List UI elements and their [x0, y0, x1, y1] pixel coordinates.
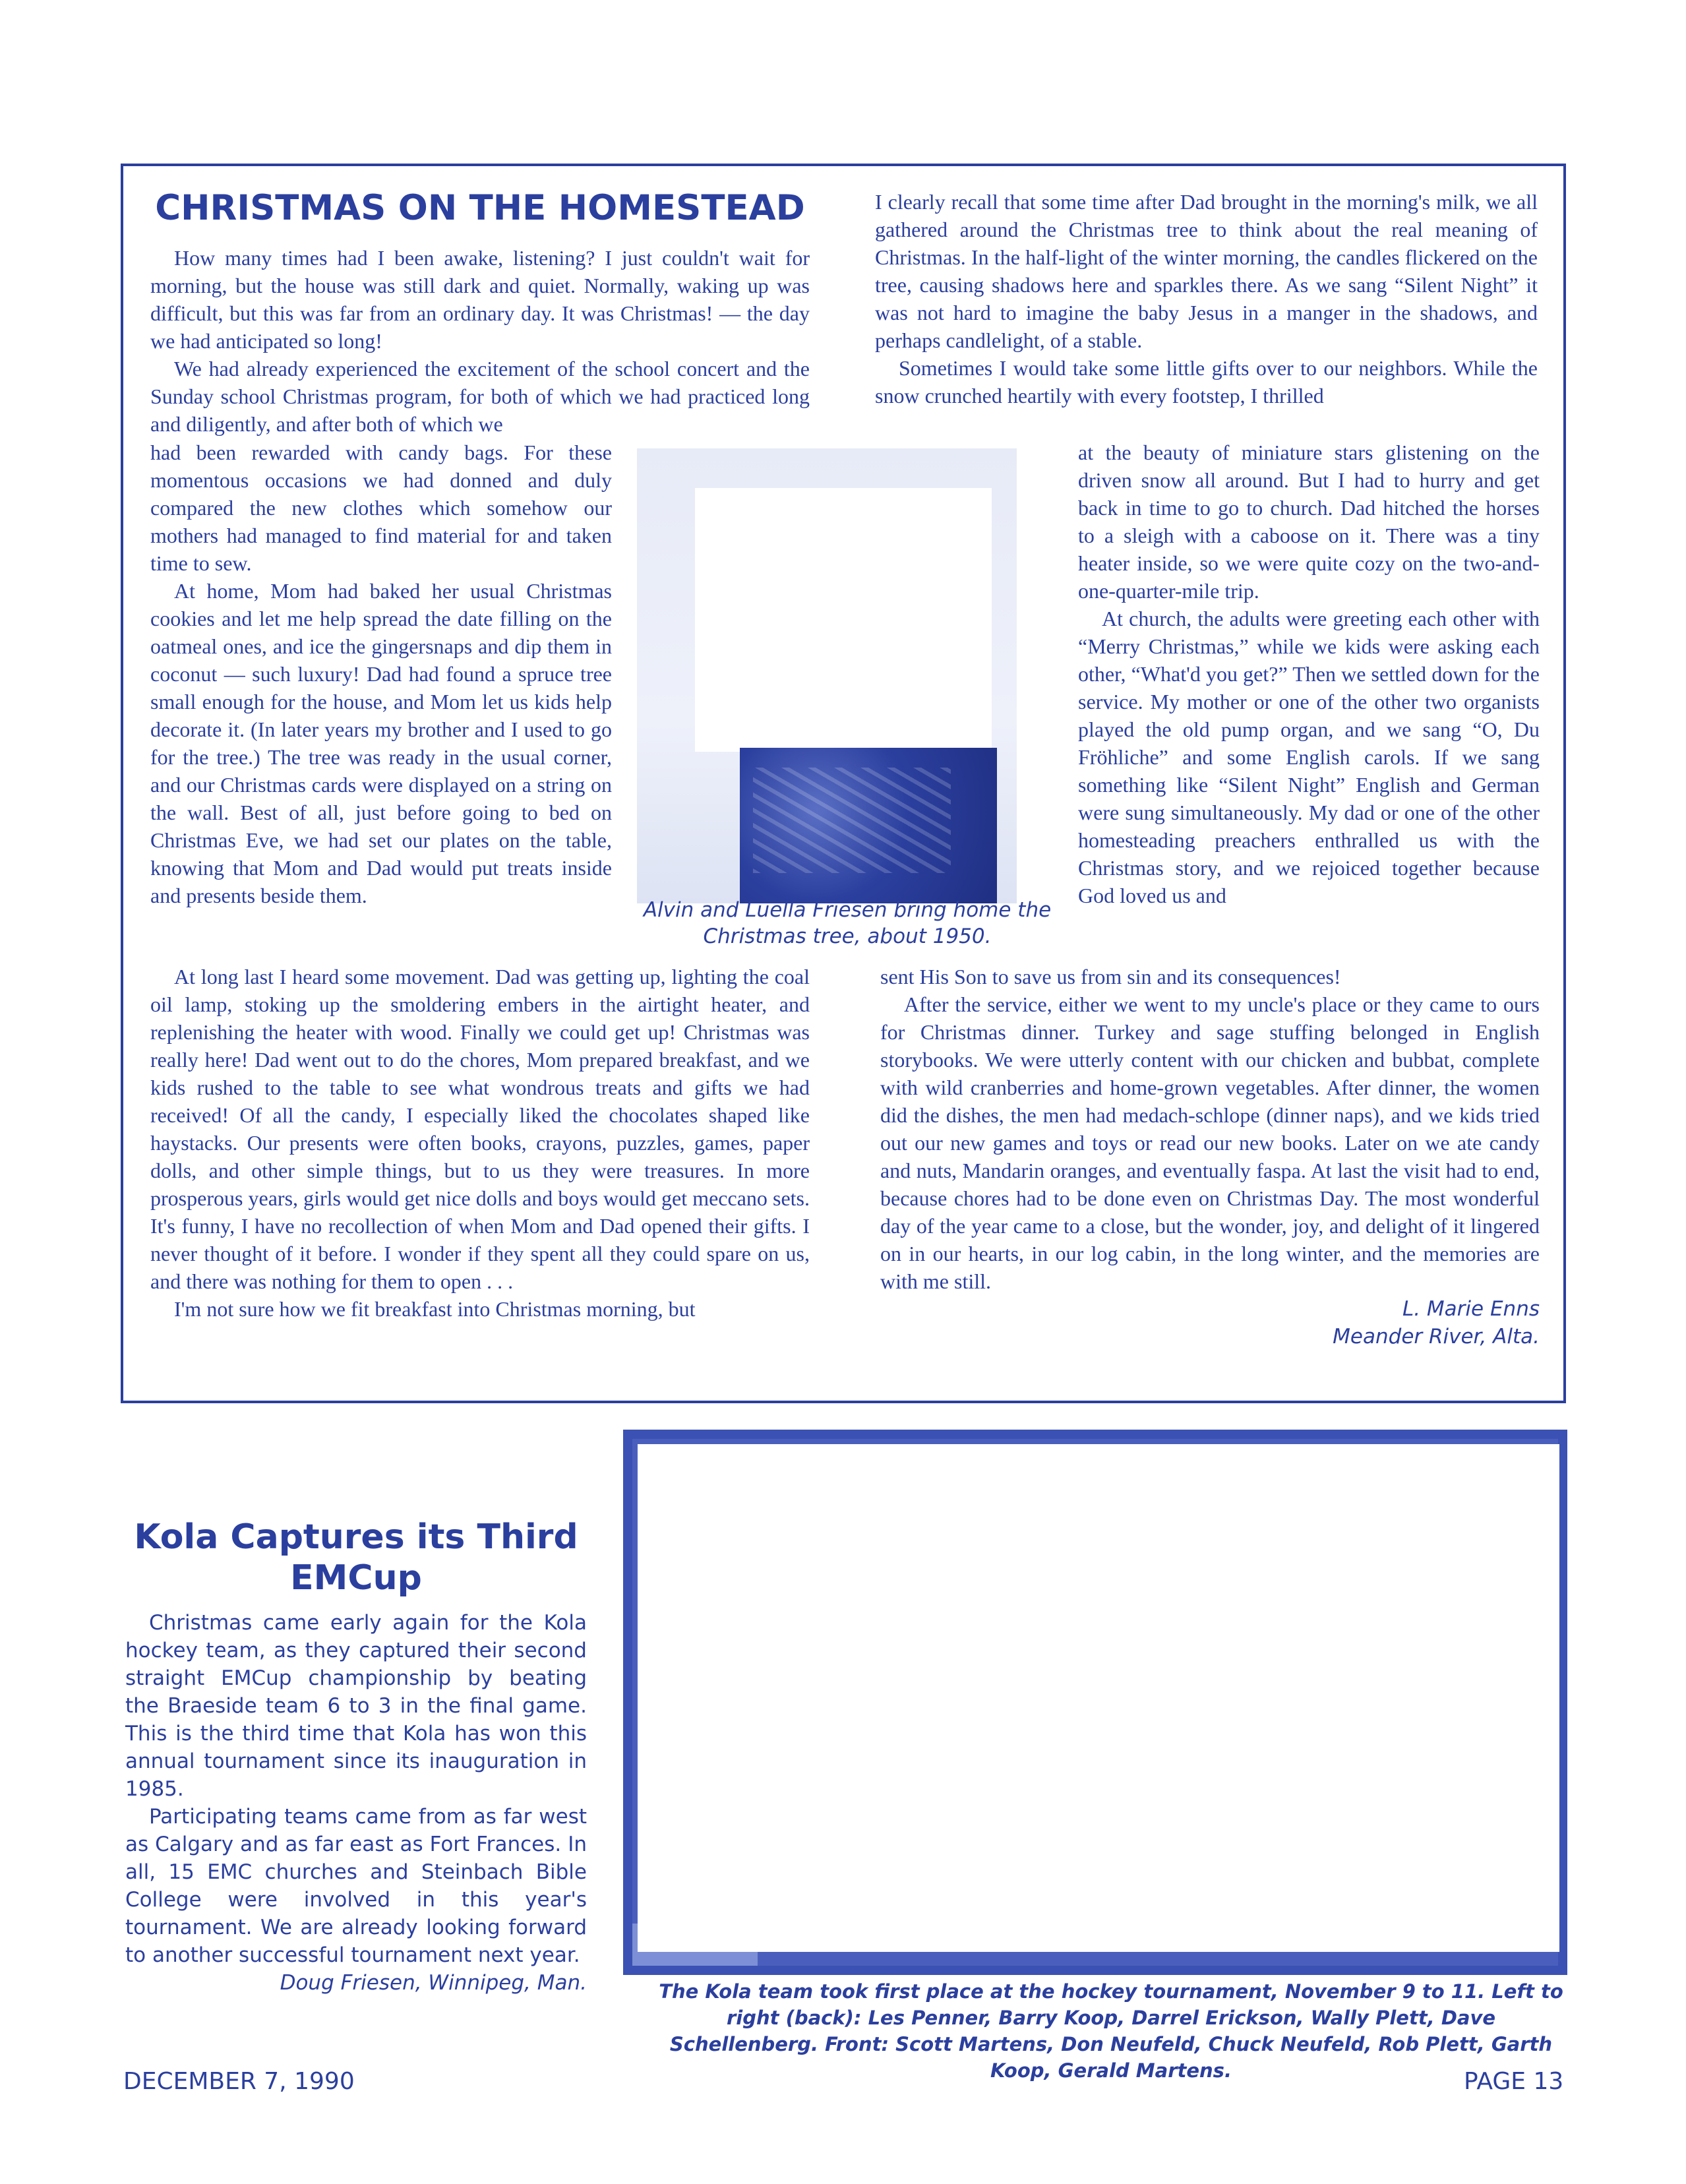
paragraph: at the beauty of miniature stars glistening on the driven snow all around. But I had to hurry and get back in time to go to church. Dad hitched the horses to a sleigh with a caboose on it. There was a tiny heater inside, so we were quite cozy on the two-and-one-quarter-mile trip.	[1078, 440, 1540, 603]
author-location: Meander River, Alta.	[1333, 1325, 1540, 1349]
author-name: L. Marie Enns	[1402, 1297, 1540, 1321]
left-column-top	[150, 244, 810, 438]
kola-article-title: Kola Captures its Third EMCup	[134, 1517, 578, 1598]
christmas-tree-photo	[637, 448, 1017, 903]
paragraph: I clearly recall that some time after Dad brought in the morning's milk, we all gathered around the Christmas tree to think about the real meaning of Christmas. In the half-light of the winter morning, the candles flickered on the tree, causing shadows here and sparkles there. As we sang “Silent Night” it was not hard to imagine the baby Jesus in a manger in the shadows, and perhaps candlelight, of a stable.	[875, 190, 1538, 352]
paragraph: We had already experienced the excitement of the school concert and the Sunday school Christmas program, for both of which we had practiced long and diligently, and after both of which we	[150, 357, 810, 436]
hockey-team-photo	[623, 1430, 1567, 1975]
page-number: PAGE 13	[1464, 2068, 1564, 2095]
paragraph: How many times had I been awake, listening? I just couldn't wait for morning, but the house was still dark and quiet. Normally, waking up was difficult, but this was far from an ordinary day. It was Christmas! — the day we had anticipated so long!	[150, 246, 810, 353]
paragraph: Christmas came early again for the Kola hockey team, as they captured their second straight EMCup championship by beating the Braeside team 6 to 3 in the final game. This is the third time that Kola has won this annual tournament since its inauguration in 1985.	[125, 1611, 587, 1801]
article-title: CHRISTMAS ON THE HOMESTEAD	[155, 188, 805, 228]
photo-caption: Alvin and Luella Friesen bring home the Christmas tree, about 1950.	[643, 898, 1052, 948]
photo-blank-area	[695, 488, 992, 752]
paragraph: At long last I heard some movement. Dad was getting up, lighting the coal oil lamp, stoking up the smoldering embers in the airtight heater, and replenishing the heater with wood. Finally we could get up! Christmas was really here! Dad went out to do the chores, Mom prepared breakfast, and we kids rushed to the table to see what wondrous treats and gifts we had received! Of all the candy, I especially liked the chocolates shaped like haystacks. Our presents were often books, crayons, puzzles, games, paper dolls, and other simple things, but to us they were treasures. In more prosperous years, girls would get nice dolls and boys would get meccano sets. It's funny, I have no recollection of when Mom and Dad opened their gifts. I never thought of it before. I wonder if they spent all they could spare on us, and there was nothing for them to open . . .	[150, 965, 810, 1293]
paragraph: had been rewarded with candy bags. For these momentous occasions we had donned and duly compared the new clothes which somehow our mothers had managed to find material for and taken time to sew.	[150, 440, 612, 575]
paragraph: Participating teams came from as far west as Calgary and as far east as Fort Frances. In all, 15 EMC churches and Steinbach Bible College were involved in this year's tournament. We are already looking forward to another successful tournament next year.	[125, 1805, 587, 1967]
paragraph: sent His Son to save us from sin and its consequences!	[880, 965, 1341, 988]
hockey-photo-caption: The Kola team took first place at the hockey tournament, November 9 to 11. Left to right (back): Les Penner, Barry Koop, Darrel Erickson, Wally Plett, Dave Schellenberg. Front: Scott Martens, Don Neufeld, Chuck Neufeld, Rob Plett, Garth Koop, Gerald Martens.	[659, 1980, 1563, 2082]
paragraph: Sometimes I would take some little gifts over to our neighbors. While the snow crunched heartily with every footstep, I thrilled	[875, 356, 1538, 408]
kola-article-body	[125, 1609, 587, 1997]
paragraph: After the service, either we went to my uncle's place or they came to ours for Christmas dinner. Turkey and sage stuffing belonged in English storybooks. We were utterly content with our chicken and bubbat, complete with wild cranberries and home-grown vegetables. After dinner, the women did the dishes, the men had medach-schlope (dinner naps), and we kids tried out our new games and toys or read our new books. Later on we ate candy and nuts, Mandarin oranges, and eventually faspa. At last the visit had to end, because chores had to be done even on Christmas Day. The most wonderful day of the year came to a close, but the wonder, joy, and delight of it lingered on in our hearts, in our log cabin, in the long winter, and the memories are with me still.	[880, 992, 1540, 1293]
photo-blank-area	[638, 1444, 1559, 1952]
left-column-bottom	[150, 963, 810, 1323]
paragraph: At church, the adults were greeting each other with “Merry Christmas,” while we kids were asking each other, “What'd you get?” Then we settled down for the service. My mother or one of the other two organists played the old pump organ, and we sang “O, Du Fröhliche” and some English carols. If we sang something like “Silent Night” English and German were sung simultaneously. My dad or one of the other homesteading preachers enthralled us with the Christmas story, and we rejoiced together because God loved us and	[1078, 607, 1540, 907]
left-column-wrap	[150, 439, 612, 909]
right-column-wrap	[1078, 439, 1540, 909]
right-column-bottom	[880, 963, 1540, 1350]
issue-date: DECEMBER 7, 1990	[123, 2068, 355, 2095]
right-column-top	[875, 188, 1538, 410]
paragraph: I'm not sure how we fit breakfast into Christmas morning, but	[174, 1297, 696, 1321]
kola-author: Doug Friesen, Winnipeg, Man.	[280, 1971, 587, 1995]
spruce-tree-image	[740, 748, 997, 903]
paragraph: At home, Mom had baked her usual Christmas cookies and let me help spread the date filling on the oatmeal ones, and ice the gingersnaps and dip them in coconut — such luxury! Dad had found a spruce tree small enough for the house, and Mom let us kids help decorate it. (In later years my brother and I used to go for the tree.) The tree was ready in the usual corner, and our Christmas cards were displayed on a string on the wall. Best of all, just before going to bed on Christmas Eve, we had set our plates on the table, knowing that Mom and Dad would put treats inside and presents beside them.	[150, 579, 612, 907]
